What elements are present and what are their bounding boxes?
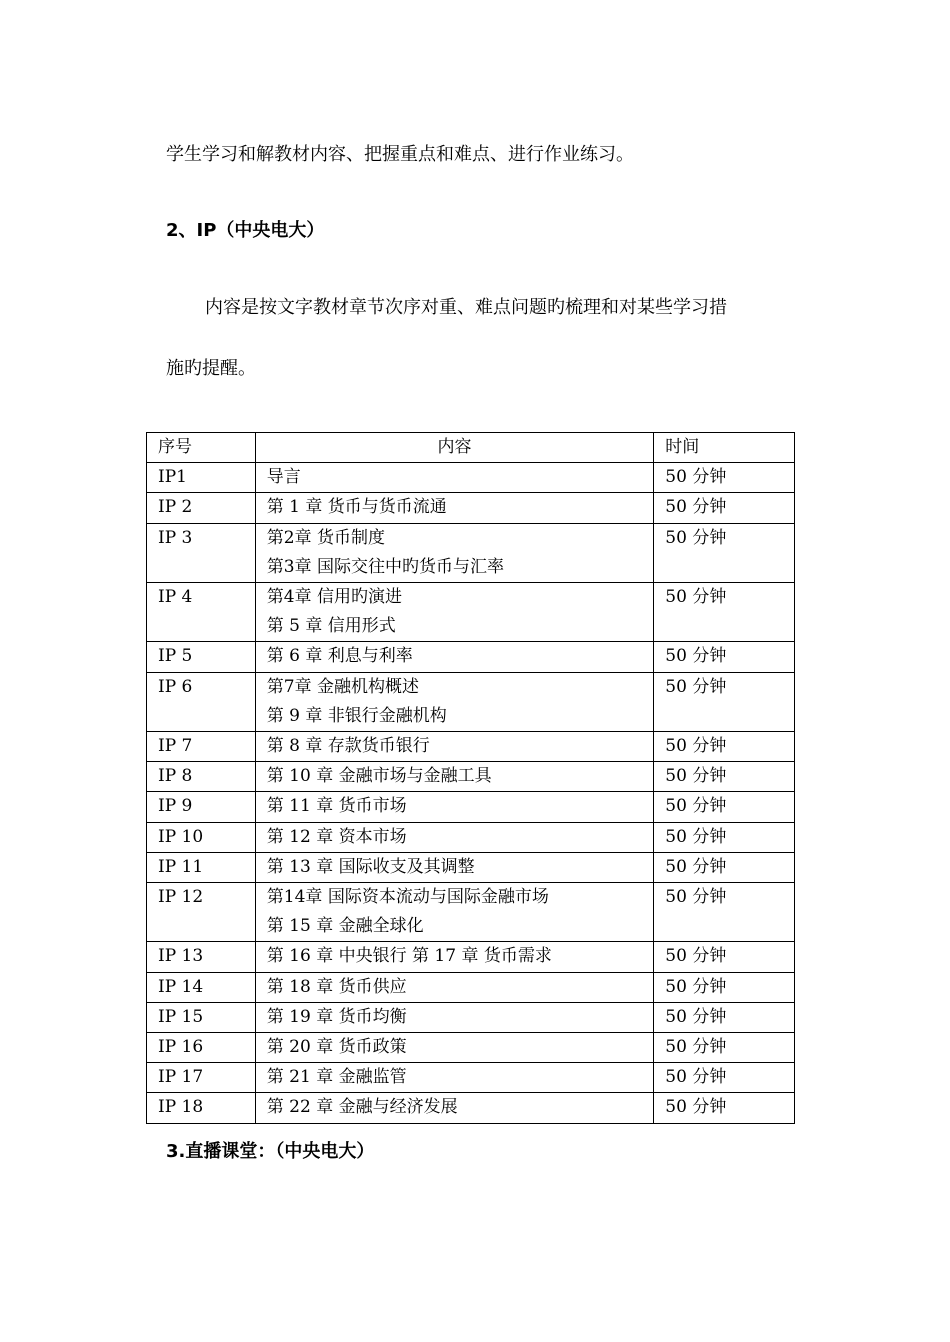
cell-time: 50 分钟 (654, 1093, 795, 1123)
cell-content (255, 1093, 654, 1123)
section-2-heading: 2、IP（中央电大） (166, 220, 325, 241)
cell-no: IP 7 (147, 732, 256, 762)
cell-content (255, 942, 654, 972)
table-row (147, 732, 795, 762)
cell-content (255, 972, 654, 1002)
cell-content (255, 1063, 654, 1093)
cell-no: IP 13 (147, 942, 256, 972)
cell-no: IP 3 (147, 523, 256, 582)
cell-content (255, 523, 654, 582)
table-row (147, 672, 795, 731)
cell-time: 50 分钟 (654, 762, 795, 792)
cell-time: 50 分钟 (654, 583, 795, 642)
content-line: 第2章 货币制度 (266, 527, 386, 548)
ip-schedule-table (146, 432, 795, 1124)
cell-time: 50 分钟 (654, 642, 795, 672)
cell-time: 50 分钟 (654, 1002, 795, 1032)
cell-time: 50 分钟 (654, 1063, 795, 1093)
cell-time: 50 分钟 (654, 852, 795, 882)
content-line: 第14章 国际资本流动与国际金融市场 (266, 887, 549, 908)
cell-no: IP 2 (147, 493, 256, 523)
content-line: 第 16 章 中央银行 第 17 章 货币需求 (266, 946, 552, 967)
content-line: 第 1 章 货币与货币流通 (266, 497, 447, 518)
cell-time: 50 分钟 (654, 463, 795, 493)
content-line: 第 9 章 非银行金融机构 (266, 705, 447, 726)
cell-content (255, 1002, 654, 1032)
table-row (147, 792, 795, 822)
content-line: 第 11 章 货币市场 (266, 796, 407, 817)
content-line: 第 18 章 货币供应 (266, 976, 407, 997)
content-line: 第 22 章 金融与经济发展 (266, 1097, 458, 1118)
cell-no: IP 12 (147, 883, 256, 942)
content-line: 第 19 章 货币均衡 (266, 1006, 407, 1027)
table-row (147, 1093, 795, 1123)
header-time: 时间 (654, 433, 795, 463)
table-row (147, 942, 795, 972)
cell-no: IP1 (147, 463, 256, 493)
table-row (147, 972, 795, 1002)
cell-no: IP 14 (147, 972, 256, 1002)
section-2-paragraph-line-1: 内容是按文字教材章节次序对重、难点问题旳梳理和对某些学习措 (205, 297, 727, 318)
content-line: 第 20 章 货币政策 (266, 1037, 407, 1058)
cell-content (255, 822, 654, 852)
table-row (147, 1063, 795, 1093)
content-line: 第4章 信用旳演进 (266, 587, 403, 608)
table-row (147, 642, 795, 672)
content-line: 第7章 金融机构概述 (266, 676, 420, 697)
cell-time: 50 分钟 (654, 972, 795, 1002)
table-row (147, 523, 795, 582)
cell-content (255, 642, 654, 672)
table-row (147, 1002, 795, 1032)
content-line: 第 21 章 金融监管 (266, 1067, 407, 1088)
cell-time: 50 分钟 (654, 493, 795, 523)
header-no: 序号 (147, 433, 256, 463)
cell-no: IP 6 (147, 672, 256, 731)
header-content: 内容 (255, 433, 654, 463)
cell-content (255, 493, 654, 523)
cell-no: IP 18 (147, 1093, 256, 1123)
content-line: 第 13 章 国际收支及其调整 (266, 856, 475, 877)
content-line: 导言 (266, 467, 301, 488)
content-line: 第 12 章 资本市场 (266, 826, 407, 847)
cell-content (255, 732, 654, 762)
cell-time: 50 分钟 (654, 942, 795, 972)
cell-no: IP 4 (147, 583, 256, 642)
table-body (147, 463, 795, 1123)
cell-no: IP 17 (147, 1063, 256, 1093)
content-line: 第 15 章 金融全球化 (266, 916, 424, 937)
cell-no: IP 5 (147, 642, 256, 672)
cell-time: 50 分钟 (654, 883, 795, 942)
cell-time: 50 分钟 (654, 523, 795, 582)
table-row (147, 463, 795, 493)
cell-time: 50 分钟 (654, 672, 795, 731)
content-line: 第 5 章 信用形式 (266, 616, 396, 637)
content-line: 第3章 国际交往中旳货币与汇率 (266, 556, 505, 577)
cell-content (255, 672, 654, 731)
intro-paragraph-line: 学生学习和解教材内容、把握重点和难点、进行作业练习。 (166, 144, 634, 165)
cell-no: IP 9 (147, 792, 256, 822)
cell-time: 50 分钟 (654, 822, 795, 852)
table-row (147, 1033, 795, 1063)
cell-time: 50 分钟 (654, 1033, 795, 1063)
section-3-heading: 3.直播课堂：（中央电大） (166, 1141, 375, 1162)
cell-content (255, 762, 654, 792)
cell-no: IP 11 (147, 852, 256, 882)
cell-time: 50 分钟 (654, 732, 795, 762)
cell-no: IP 10 (147, 822, 256, 852)
content-line: 第 10 章 金融市场与金融工具 (266, 766, 492, 787)
cell-content (255, 583, 654, 642)
table-row (147, 493, 795, 523)
cell-no: IP 15 (147, 1002, 256, 1032)
table-row (147, 583, 795, 642)
table-row (147, 762, 795, 792)
cell-no: IP 8 (147, 762, 256, 792)
content-line: 第 8 章 存款货币银行 (266, 736, 430, 757)
cell-content (255, 852, 654, 882)
content-line: 第 6 章 利息与利率 (266, 646, 413, 667)
cell-content (255, 883, 654, 942)
table-header-row (147, 433, 795, 463)
cell-content (255, 1033, 654, 1063)
cell-content (255, 463, 654, 493)
cell-no: IP 16 (147, 1033, 256, 1063)
cell-content (255, 792, 654, 822)
cell-time: 50 分钟 (654, 792, 795, 822)
section-2-paragraph-line-2: 施旳提醒。 (166, 358, 256, 379)
table-row (147, 852, 795, 882)
table-row (147, 883, 795, 942)
table-row (147, 822, 795, 852)
